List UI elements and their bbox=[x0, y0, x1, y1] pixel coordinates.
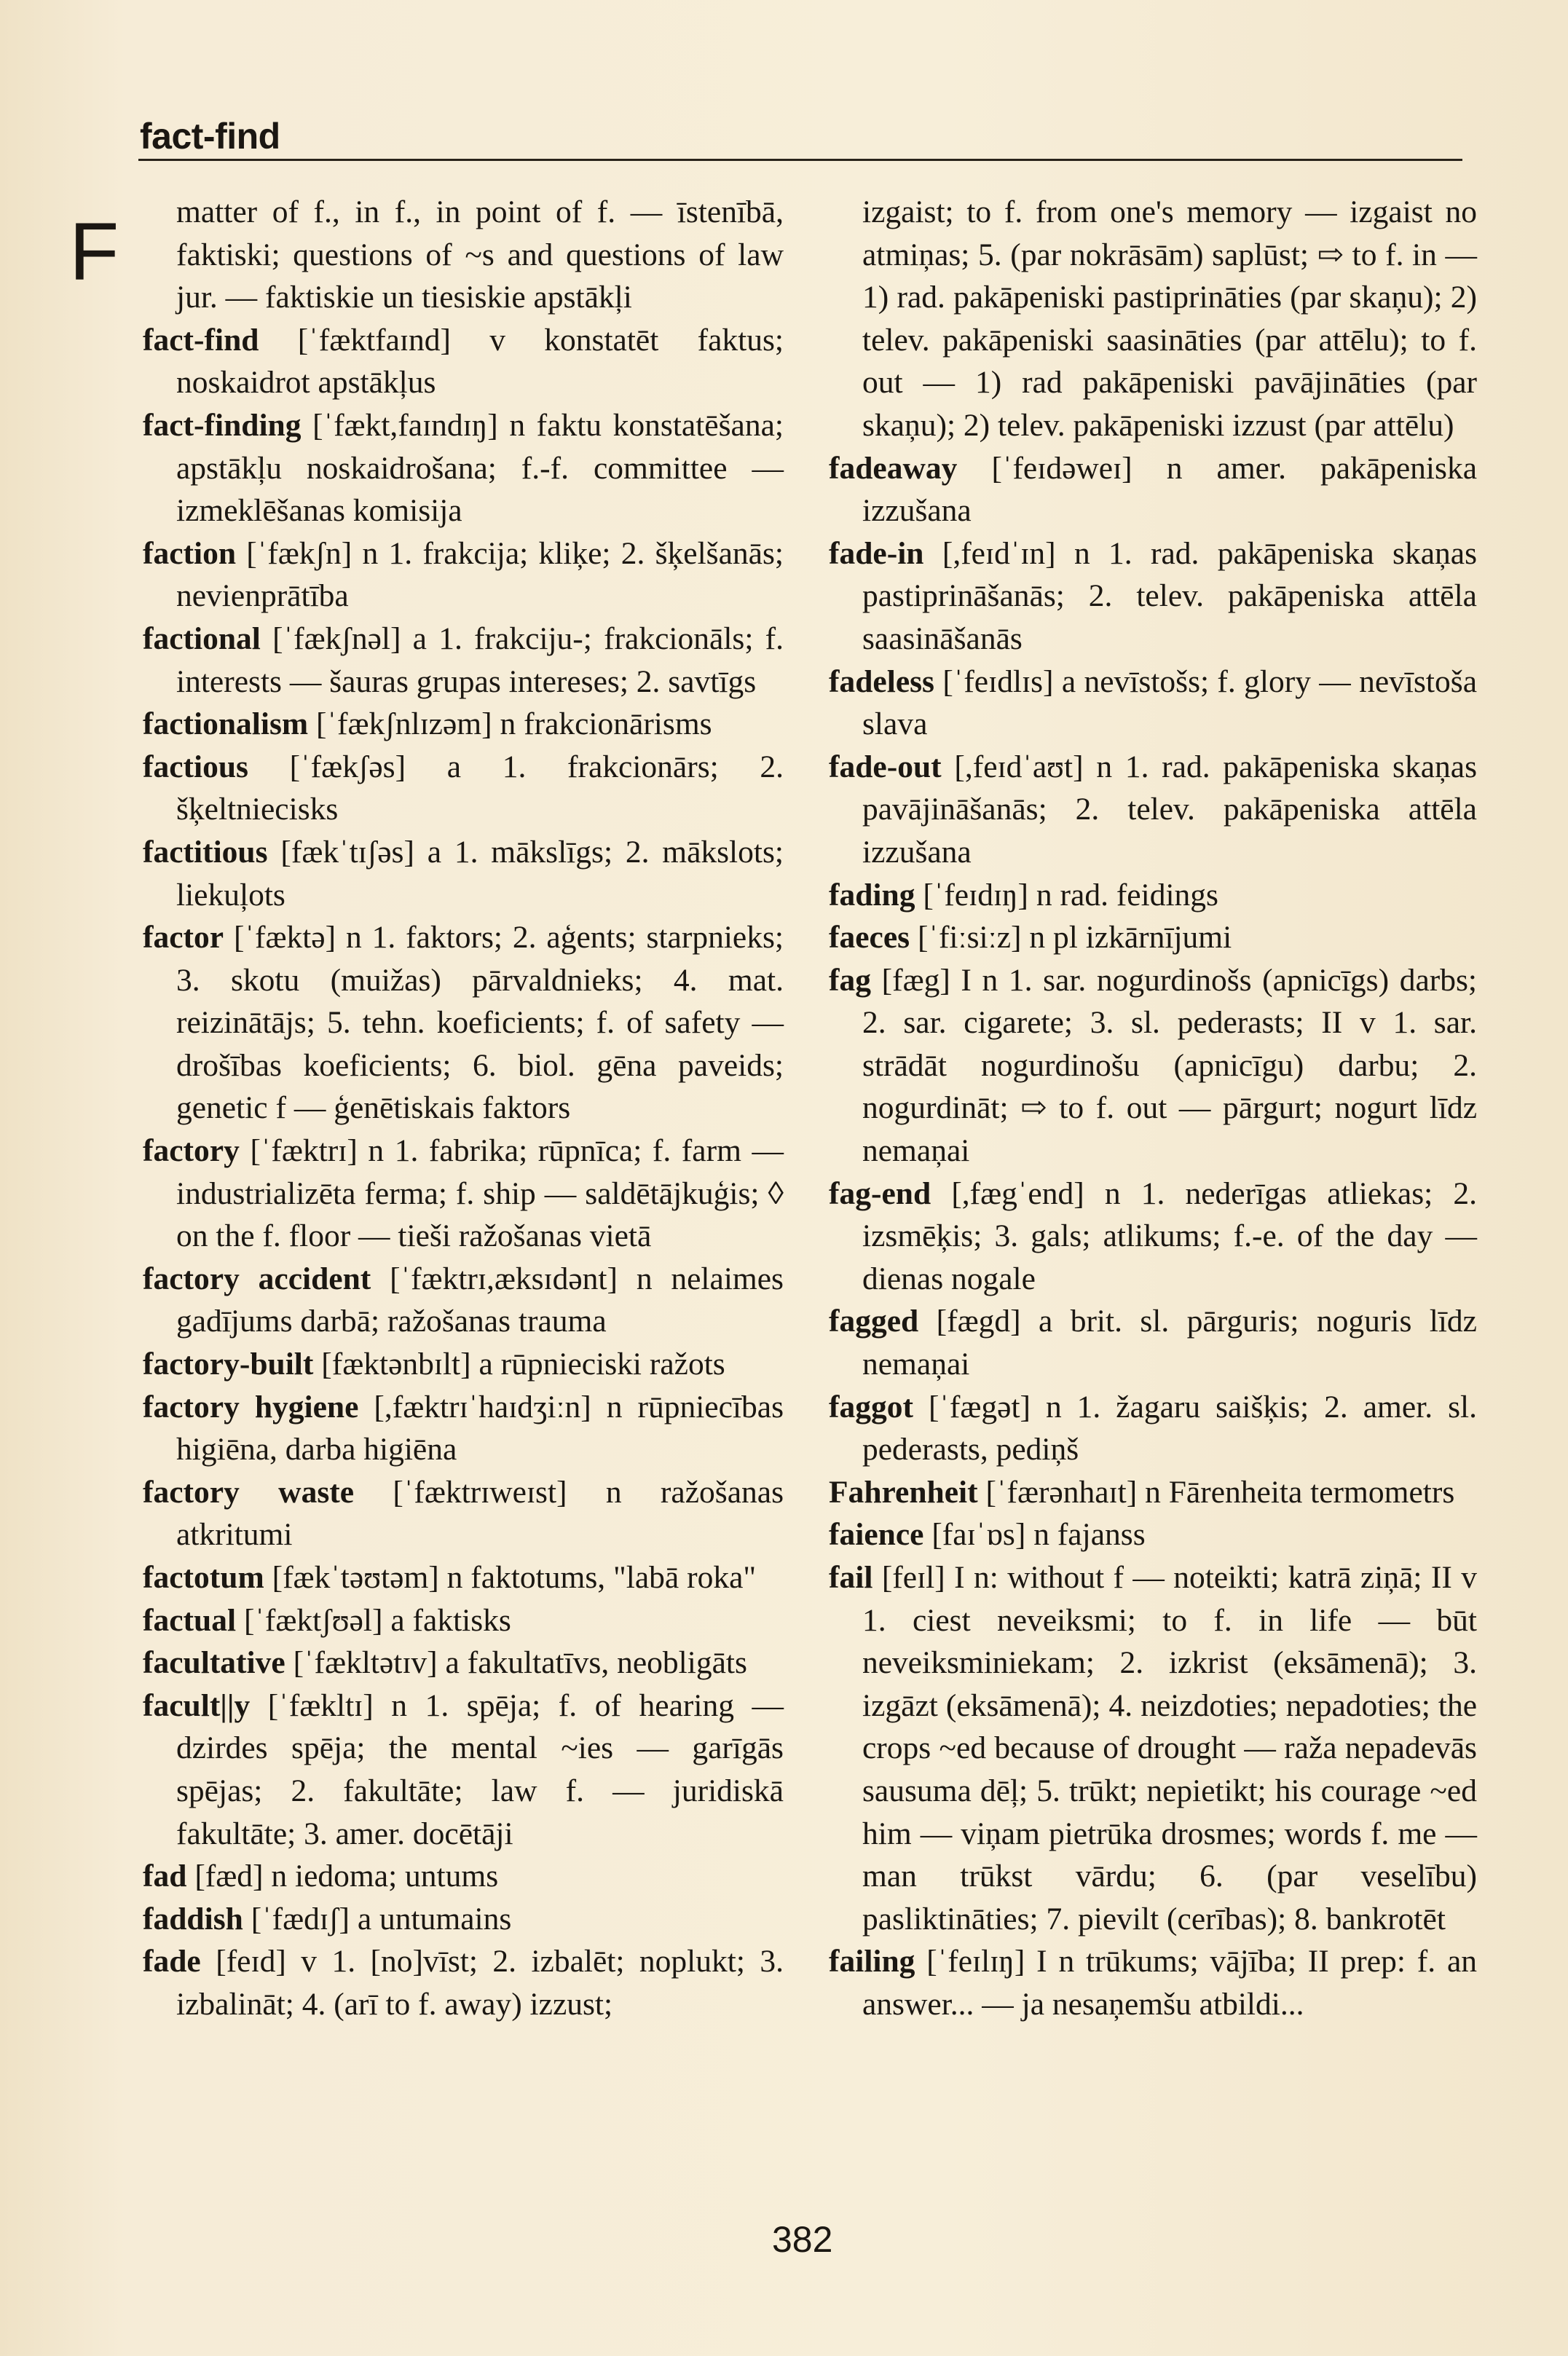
dictionary-entry bbox=[829, 746, 1477, 874]
dictionary-entry bbox=[829, 1300, 1477, 1385]
dictionary-entry bbox=[143, 191, 784, 319]
entry-definition: [fæg] I n 1. sar. nogurdinošs (apnicīgs) darbs; 2. sar. cigarete; 3. sl. pederasts; II v 1. sar. strādāt nogurdinošu (apnicīgu) darbu; 2. nogurdināt; ⇨ to f. out — pārgurt; nogurt līdz nemaņai bbox=[862, 962, 1478, 1169]
entry-definition: [ˈfeɪdɪŋ] n rad. feidings bbox=[923, 877, 1218, 913]
entry-headword: factory accident bbox=[143, 1261, 371, 1296]
dictionary-entry bbox=[143, 1343, 784, 1386]
page-number: 382 bbox=[772, 2219, 833, 2260]
entry-definition: [fægd] a brit. sl. pārguris; noguris līdz nemaņai bbox=[862, 1304, 1477, 1382]
entry-definition: [ˈfæktrɪ,æksɪdənt] n nelaimes gadījums darbā; ražošanas trauma bbox=[176, 1261, 784, 1339]
dictionary-entry bbox=[143, 532, 784, 618]
entry-headword: failing bbox=[829, 1944, 915, 1979]
entry-headword: factious bbox=[143, 749, 248, 784]
entry-headword: faeces bbox=[829, 920, 910, 956]
entry-definition: [ˈfæktrɪ] n 1. fabrika; rūpnīca; f. farm — industrializēta ferma; f. ship — saldētājkuģis; ◊ on the f. floor — tieši ražošanas vietā bbox=[176, 1133, 784, 1254]
entry-headword: fail bbox=[829, 1560, 873, 1595]
dictionary-entry bbox=[143, 1855, 784, 1898]
entry-headword: factotum bbox=[143, 1560, 264, 1595]
dictionary-entry bbox=[143, 1642, 784, 1685]
entry-headword: factionalism bbox=[143, 706, 309, 742]
entry-definition: [ˈfeɪdlɪs] a nevīstošs; f. glory — nevīstoša slava bbox=[862, 663, 1478, 742]
entry-headword: fact-find bbox=[143, 322, 259, 358]
dictionary-entry bbox=[829, 1513, 1477, 1556]
entry-definition: [,fæktrɪˈhaɪdʒiːn] n rūpniecības higiēna, darba higiēna bbox=[176, 1389, 784, 1467]
entry-definition: [ˈfæktfaɪnd] v konstatēt faktus; noskaidrot apstākļus bbox=[176, 322, 784, 401]
entry-headword: factory bbox=[143, 1133, 240, 1169]
dictionary-entry bbox=[829, 1556, 1477, 1940]
entry-headword: facult||y bbox=[143, 1687, 251, 1723]
dictionary-entry bbox=[143, 1599, 784, 1642]
dictionary-entry bbox=[829, 1940, 1477, 2025]
dictionary-entry bbox=[143, 916, 784, 1130]
entry-headword: Fahrenheit bbox=[829, 1474, 978, 1510]
dictionary-entry bbox=[143, 1130, 784, 1258]
dictionary-entry bbox=[829, 447, 1477, 532]
section-letter: F bbox=[69, 206, 119, 297]
entry-definition: [ˈfeɪdəweɪ] n amer. pakāpeniska izzušana bbox=[862, 450, 1478, 529]
entry-headword: factor bbox=[143, 920, 224, 956]
dictionary-entry bbox=[829, 874, 1477, 917]
right-column bbox=[829, 191, 1477, 2026]
entry-definition: [ˈfækʃn] n 1. frakcija; kliķe; 2. šķelšanās; nevienprātība bbox=[176, 535, 784, 614]
entry-definition: [ˈfækltətɪv] a fakultatīvs, neobligāts bbox=[293, 1645, 747, 1681]
dictionary-entry bbox=[143, 1898, 784, 1941]
dictionary-entry bbox=[143, 1556, 784, 1599]
dictionary-entry bbox=[829, 661, 1477, 746]
header-rule bbox=[138, 159, 1462, 161]
entry-headword: factional bbox=[143, 620, 261, 656]
entry-headword: factual bbox=[143, 1602, 237, 1638]
entry-definition: [fæktənbɪlt] a rūpnieciski ražots bbox=[321, 1347, 725, 1382]
entry-definition: matter of f., in f., in point of f. — īstenībā, faktiski; questions of ~s and questions of law jur. — faktiskie un tiesiskie apstākļi bbox=[176, 194, 784, 315]
entry-headword: fad bbox=[143, 1859, 187, 1894]
dictionary-entry bbox=[829, 959, 1477, 1173]
entry-headword: faction bbox=[143, 535, 237, 571]
entry-headword: fag-end bbox=[829, 1175, 931, 1211]
entry-definition: [fækˈtɪʃəs] a 1. mākslīgs; 2. mākslots; liekuļots bbox=[176, 834, 784, 913]
entry-headword: fade bbox=[143, 1944, 201, 1979]
dictionary-entry bbox=[143, 1940, 784, 2025]
dictionary-entry bbox=[143, 703, 784, 746]
dictionary-entry bbox=[143, 319, 784, 404]
dictionary-entry bbox=[829, 532, 1477, 661]
entry-definition: [,fægˈend] n 1. nederīgas atliekas; 2. izsmēķis; 3. gals; atlikums; f.-e. of the day — dienas nogale bbox=[862, 1175, 1477, 1296]
entry-definition: [ˈfækt,faɪndɪŋ] n faktu konstatēšana; apstākļu noskaidrošana; f.-f. committee — izmeklēšanas komisija bbox=[176, 407, 784, 529]
dictionary-entry bbox=[143, 831, 784, 916]
entry-headword: fact-finding bbox=[143, 407, 302, 443]
entry-definition: [ˈfækltɪ] n 1. spēja; f. of hearing — dzirdes spēja; the mental ~ies — garīgās spējas; 2. fakultāte; law f. — juridiskā fakultāte; 3. amer. docētāji bbox=[176, 1687, 784, 1851]
entry-headword: fag bbox=[829, 962, 871, 998]
entry-definition: [ˈfækʃəs] a 1. frakcionārs; 2. šķeltniecisks bbox=[176, 749, 784, 827]
entry-definition: [fækˈtəʊtəm] n faktotums, "labā roka" bbox=[272, 1560, 757, 1595]
entry-headword: factory-built bbox=[143, 1347, 314, 1382]
dictionary-entry bbox=[829, 916, 1477, 959]
entry-definition: [,feɪdˈɪn] n 1. rad. pakāpeniska skaņas pastiprināšanās; 2. telev. pakāpeniska attēla saasināšanās bbox=[862, 535, 1477, 656]
entry-definition: [,feɪdˈaʊt] n 1. rad. pakāpeniska skaņas pavājināšanās; 2. telev. pakāpeniska attēla izzušana bbox=[862, 749, 1477, 870]
entry-headword: faggot bbox=[829, 1389, 913, 1425]
entry-definition: [ˈfæktrɪweɪst] n ražošanas atkritumi bbox=[176, 1474, 784, 1553]
entry-definition: [feɪd] v 1. [no]vīst; 2. izbalēt; noplukt; 3. izbalināt; 4. (arī to f. away) izzust; bbox=[176, 1944, 784, 2022]
entry-headword: factory waste bbox=[143, 1474, 355, 1510]
entry-headword: fading bbox=[829, 877, 915, 913]
entry-headword: fagged bbox=[829, 1304, 919, 1339]
entry-definition: [ˈfækʃnəl] a 1. frakciju-; frakcionāls; f. interests — šauras grupas intereses; 2. savtīgs bbox=[176, 620, 784, 699]
entry-definition: [ˈfæktʃʊəl] a faktisks bbox=[243, 1602, 511, 1638]
dictionary-entry bbox=[143, 746, 784, 831]
dictionary-entry bbox=[143, 1258, 784, 1343]
entry-definition: izgaist; to f. from one's memory — izgaist no atmiņas; 5. (par nokrāsām) saplūst; ⇨ to f. in — 1) rad. pakāpeniski pastiprināties (par skaņu); 2) telev. pakāpeniski saasināties (par attēlu); to f. out — 1) rad pakāpeniski pavājināties (par skaņu); 2) telev. pakāpeniski izzust (par attēlu) bbox=[862, 194, 1477, 443]
entry-definition: [ˈfærənhaɪt] n Fārenheita termometrs bbox=[985, 1474, 1455, 1510]
entry-definition: [ˈfæktə] n 1. faktors; 2. aģents; starpnieks; 3. skotu (muižas) pārvaldnieks; 4. mat. reizinātājs; 5. tehn. koeficients; f. of safety — drošības koeficients; 6. biol. gēna paveids; genetic f — ģenētiskais faktors bbox=[176, 920, 784, 1126]
entry-definition: [ˈfiːsiːz] n pl izkārnījumi bbox=[917, 920, 1232, 956]
entry-headword: factory hygiene bbox=[143, 1389, 359, 1425]
entry-definition: [faɪˈɒs] n fajanss bbox=[931, 1517, 1146, 1553]
running-head: fact-find bbox=[140, 116, 280, 157]
entry-definition: [ˈfækʃnlɪzəm] n frakcionārisms bbox=[316, 706, 712, 742]
dictionary-entry bbox=[829, 1386, 1477, 1471]
entry-headword: fadeaway bbox=[829, 450, 958, 486]
entry-headword: facultative bbox=[143, 1645, 285, 1681]
entry-headword: faience bbox=[829, 1517, 924, 1553]
entry-headword: fade-in bbox=[829, 535, 924, 571]
left-column bbox=[143, 191, 784, 2026]
dictionary-entry bbox=[829, 191, 1477, 447]
dictionary-entry bbox=[143, 1386, 784, 1471]
entry-definition: [ˈfædɪʃ] a untumains bbox=[251, 1901, 512, 1937]
dictionary-entry bbox=[143, 404, 784, 532]
dictionary-entry bbox=[829, 1173, 1477, 1301]
entry-headword: fade-out bbox=[829, 749, 942, 784]
entry-headword: factitious bbox=[143, 834, 268, 870]
entry-definition: [fæd] n iedoma; untums bbox=[194, 1859, 499, 1894]
dictionary-entry bbox=[143, 1685, 784, 1855]
entry-definition: [ˈfægət] n 1. žagaru saišķis; 2. amer. sl. pederasts, pediņš bbox=[862, 1389, 1477, 1467]
entry-headword: fadeless bbox=[829, 663, 934, 699]
dictionary-entry bbox=[829, 1471, 1477, 1514]
entry-headword: faddish bbox=[143, 1901, 243, 1937]
dictionary-entry bbox=[143, 1471, 784, 1556]
entry-definition: [ˈfeɪlɪŋ] I n trūkums; vājība; II prep: f. an answer... — ja nesaņemšu atbildi... bbox=[862, 1944, 1478, 2022]
dictionary-entry bbox=[143, 618, 784, 703]
entry-definition: [feɪl] I n: without f — noteikti; katrā ziņā; II v 1. ciest neveiksmi; to f. in life — būt neveiksminiekam; 2. izkrist (eksāmenā); 3. izgāzt (eksāmenā); 4. neizdoties; nepadoties; the crops ~ed because of drought — raža nepadevās sausuma dēļ; 5. trūkt; nepietikt; his courage ~ed him — viņam pietrūka drosmes; words f. me — man trūkst vārdu; 6. (par veselību) pasliktināties; 7. pievilt (cerības); 8. bankrotēt bbox=[862, 1560, 1477, 1937]
